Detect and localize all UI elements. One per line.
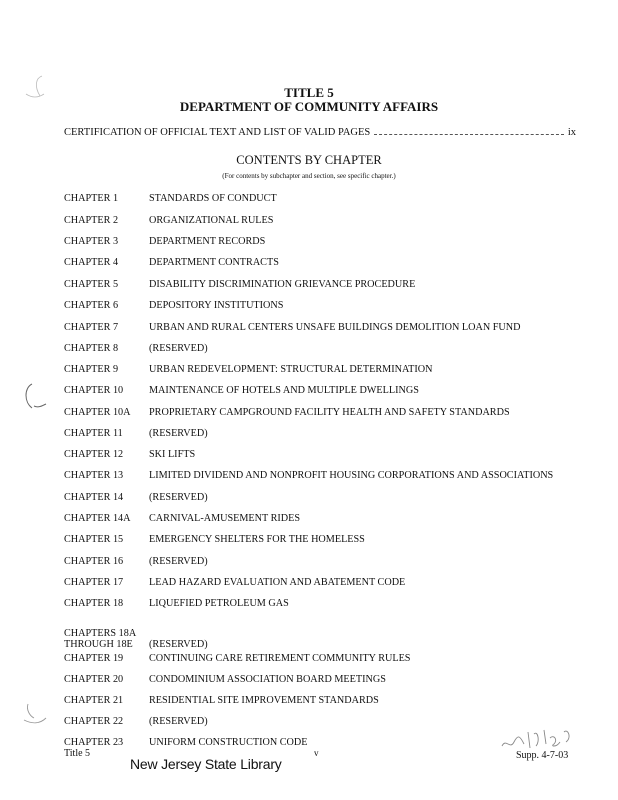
chapter-number: CHAPTER 11 (64, 428, 123, 439)
chapter-number: CHAPTER 5 (64, 279, 119, 290)
certification-text: CERTIFICATION OF OFFICIAL TEXT AND LIST OF VALID PAGES (64, 127, 371, 138)
chapter-number: CHAPTER 9 (64, 364, 119, 375)
chapter-title: (RESERVED) (149, 428, 208, 439)
chapter-title: DEPARTMENT CONTRACTS (149, 257, 279, 268)
title-line-1: TITLE 5 (284, 85, 334, 100)
chapter-title: (RESERVED) (149, 716, 208, 727)
chapter-title: (RESERVED) (149, 639, 208, 650)
scan-punch-mark (22, 72, 48, 102)
chapter-number: CHAPTER 10A (64, 407, 131, 418)
chapter-title: UNIFORM CONSTRUCTION CODE (149, 737, 308, 748)
chapter-title: STANDARDS OF CONDUCT (149, 193, 277, 204)
chapter-number: CHAPTER 19 (64, 653, 124, 664)
chapter-number: CHAPTER 22 (64, 716, 124, 727)
chapter-number: CHAPTER 10 (64, 385, 124, 396)
chapter-title: EMERGENCY SHELTERS FOR THE HOMELESS (149, 534, 365, 545)
chapter-title: (RESERVED) (149, 492, 208, 503)
chapter-number: CHAPTER 7 (64, 322, 119, 333)
chapter-number: CHAPTER 21 (64, 695, 124, 706)
chapter-number: CHAPTER 13 (64, 470, 124, 481)
chapter-number: CHAPTER 8 (64, 343, 119, 354)
chapter-title: ORGANIZATIONAL RULES (149, 215, 274, 226)
chapter-title: (RESERVED) (149, 343, 208, 354)
chapter-title: LEAD HAZARD EVALUATION AND ABATEMENT CODE (149, 577, 406, 588)
chapter-title: LIMITED DIVIDEND AND NONPROFIT HOUSING CORPORATIONS AND ASSOCIATIONS (149, 470, 554, 481)
chapter-number: CHAPTER 2 (64, 215, 119, 226)
chapter-title: DISABILITY DISCRIMINATION GRIEVANCE PROCEDURE (149, 279, 416, 290)
contents-note: (For contents by subchapter and section, see specific chapter.) (222, 172, 396, 180)
dotted-leader (374, 134, 564, 135)
chapter-number: CHAPTER 14 (64, 492, 124, 503)
footer-title: Title 5 (64, 748, 91, 759)
scan-punch-mark (18, 380, 48, 412)
page-number: v (314, 748, 319, 758)
chapter-number: CHAPTERS 18A THROUGH 18E (64, 628, 137, 650)
title-line-2: DEPARTMENT OF COMMUNITY AFFAIRS (179, 99, 439, 114)
chapter-title: SKI LIFTS (149, 449, 196, 460)
chapter-title: URBAN AND RURAL CENTERS UNSAFE BUILDINGS DEMOLITION LOAN FUND (149, 322, 521, 333)
chapter-title: URBAN REDEVELOPMENT: STRUCTURAL DETERMINATION (149, 364, 433, 375)
chapter-number: CHAPTER 1 (64, 193, 119, 204)
handwritten-signature (500, 724, 580, 756)
chapter-title: DEPOSITORY INSTITUTIONS (149, 300, 284, 311)
scan-punch-mark (20, 700, 50, 728)
chapter-number: CHAPTER 12 (64, 449, 124, 460)
chapter-number: CHAPTER 16 (64, 556, 124, 567)
chapter-title: CONTINUING CARE RETIREMENT COMMUNITY RULES (149, 653, 411, 664)
chapter-title: CARNIVAL-AMUSEMENT RIDES (149, 513, 301, 524)
chapter-title: PROPRIETARY CAMPGROUND FACILITY HEALTH AND SAFETY STANDARDS (149, 407, 510, 418)
chapter-title: DEPARTMENT RECORDS (149, 236, 266, 247)
contents-heading: CONTENTS BY CHAPTER (236, 153, 382, 167)
chapter-title: CONDOMINIUM ASSOCIATION BOARD MEETINGS (149, 674, 386, 685)
chapter-number: CHAPTER 4 (64, 257, 119, 268)
chapter-title: MAINTENANCE OF HOTELS AND MULTIPLE DWELLINGS (149, 385, 419, 396)
certification-line (64, 127, 576, 138)
chapter-number: CHAPTER 15 (64, 534, 124, 545)
chapter-number: CHAPTER 6 (64, 300, 119, 311)
chapter-number: CHAPTER 17 (64, 577, 124, 588)
chapter-title: (RESERVED) (149, 556, 208, 567)
chapter-number: CHAPTER 23 (64, 737, 124, 748)
library-stamp: New Jersey State Library (130, 756, 282, 772)
chapter-number: CHAPTER 14A (64, 513, 131, 524)
chapter-number: CHAPTER 20 (64, 674, 124, 685)
chapter-number: CHAPTER 3 (64, 236, 119, 247)
chapter-title: LIQUEFIED PETROLEUM GAS (149, 598, 289, 609)
supplement-date: Supp. 4-7-03 (516, 750, 569, 761)
chapter-title: RESIDENTIAL SITE IMPROVEMENT STANDARDS (149, 695, 379, 706)
chapter-number: CHAPTER 18 (64, 598, 124, 609)
certification-page: ix (567, 127, 576, 138)
